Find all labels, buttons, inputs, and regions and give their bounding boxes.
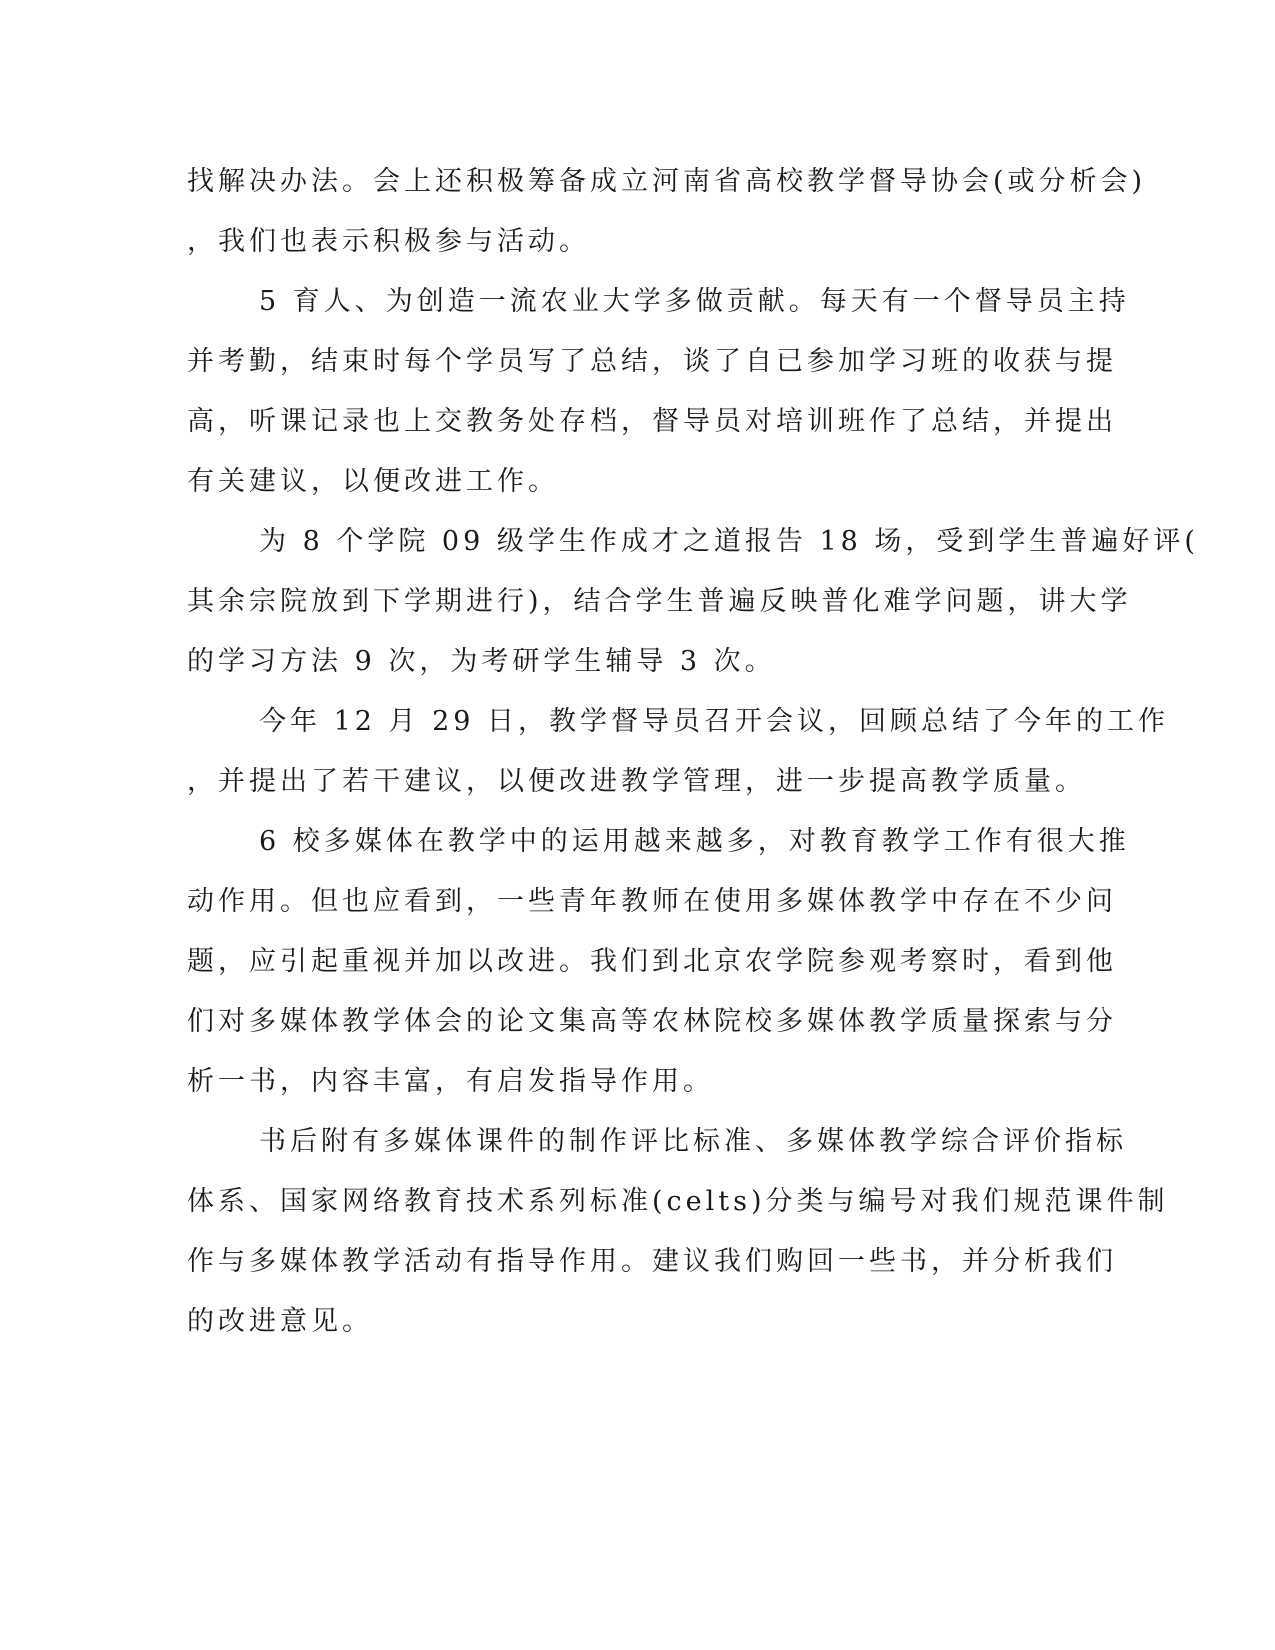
text-line: 书后附有多媒体课件的制作评比标准、多媒体教学综合评价指标: [259, 1126, 1127, 1157]
text-line: 析一书，内容丰富，有启发指导作用。: [187, 1066, 714, 1097]
text-line: ，并提出了若干建议，以便改进教学管理，进一步提高教学质量。: [187, 766, 1086, 797]
text-line: ，我们也表示积极参与活动。: [187, 226, 590, 257]
text-line: 找解决办法。会上还积极筹备成立河南省高校教学督导协会(或分析会): [187, 166, 1147, 197]
text-line: 其余宗院放到下学期进行)，结合学生普遍反映普化难学问题，讲大学: [187, 586, 1132, 617]
text-line: 有关建议，以便改进工作。: [187, 466, 559, 497]
text-line: 并考勤，结束时每个学员写了总结，谈了自已参加学习班的收获与提: [187, 346, 1117, 377]
text-line: 题，应引起重视并加以改进。我们到北京农学院参观考察时，看到他: [187, 946, 1117, 977]
text-line: 6 校多媒体在教学中的运用越来越多，对教育教学工作有很大推: [259, 826, 1130, 857]
text-line: 的学习方法 9 次，为考研学生辅导 3 次。: [187, 646, 776, 677]
text-line: 们对多媒体教学体会的论文集高等农林院校多媒体教学质量探索与分: [187, 1006, 1117, 1037]
document-body: [187, 152, 1199, 1352]
text-line: 动作用。但也应看到，一些青年教师在使用多媒体教学中存在不少问: [187, 886, 1117, 917]
text-line: 为 8 个学院 09 级学生作成才之道报告 18 场，受到学生普遍好评(: [259, 526, 1199, 557]
text-line: 高，听课记录也上交教务处存档，督导员对培训班作了总结，并提出: [187, 406, 1117, 437]
text-line: 5 育人、为创造一流农业大学多做贡献。每天有一个督导员主持: [259, 286, 1130, 317]
text-line: 体系、国家网络教育技术系列标准(celts)分类与编号对我们规范课件制: [187, 1186, 1169, 1217]
text-line: 作与多媒体教学活动有指导作用。建议我们购回一些书，并分析我们: [187, 1246, 1117, 1277]
text-line: 今年 12 月 29 日，教学督导员召开会议，回顾总结了今年的工作: [259, 706, 1170, 737]
text-line: 的改进意见。: [187, 1306, 373, 1337]
